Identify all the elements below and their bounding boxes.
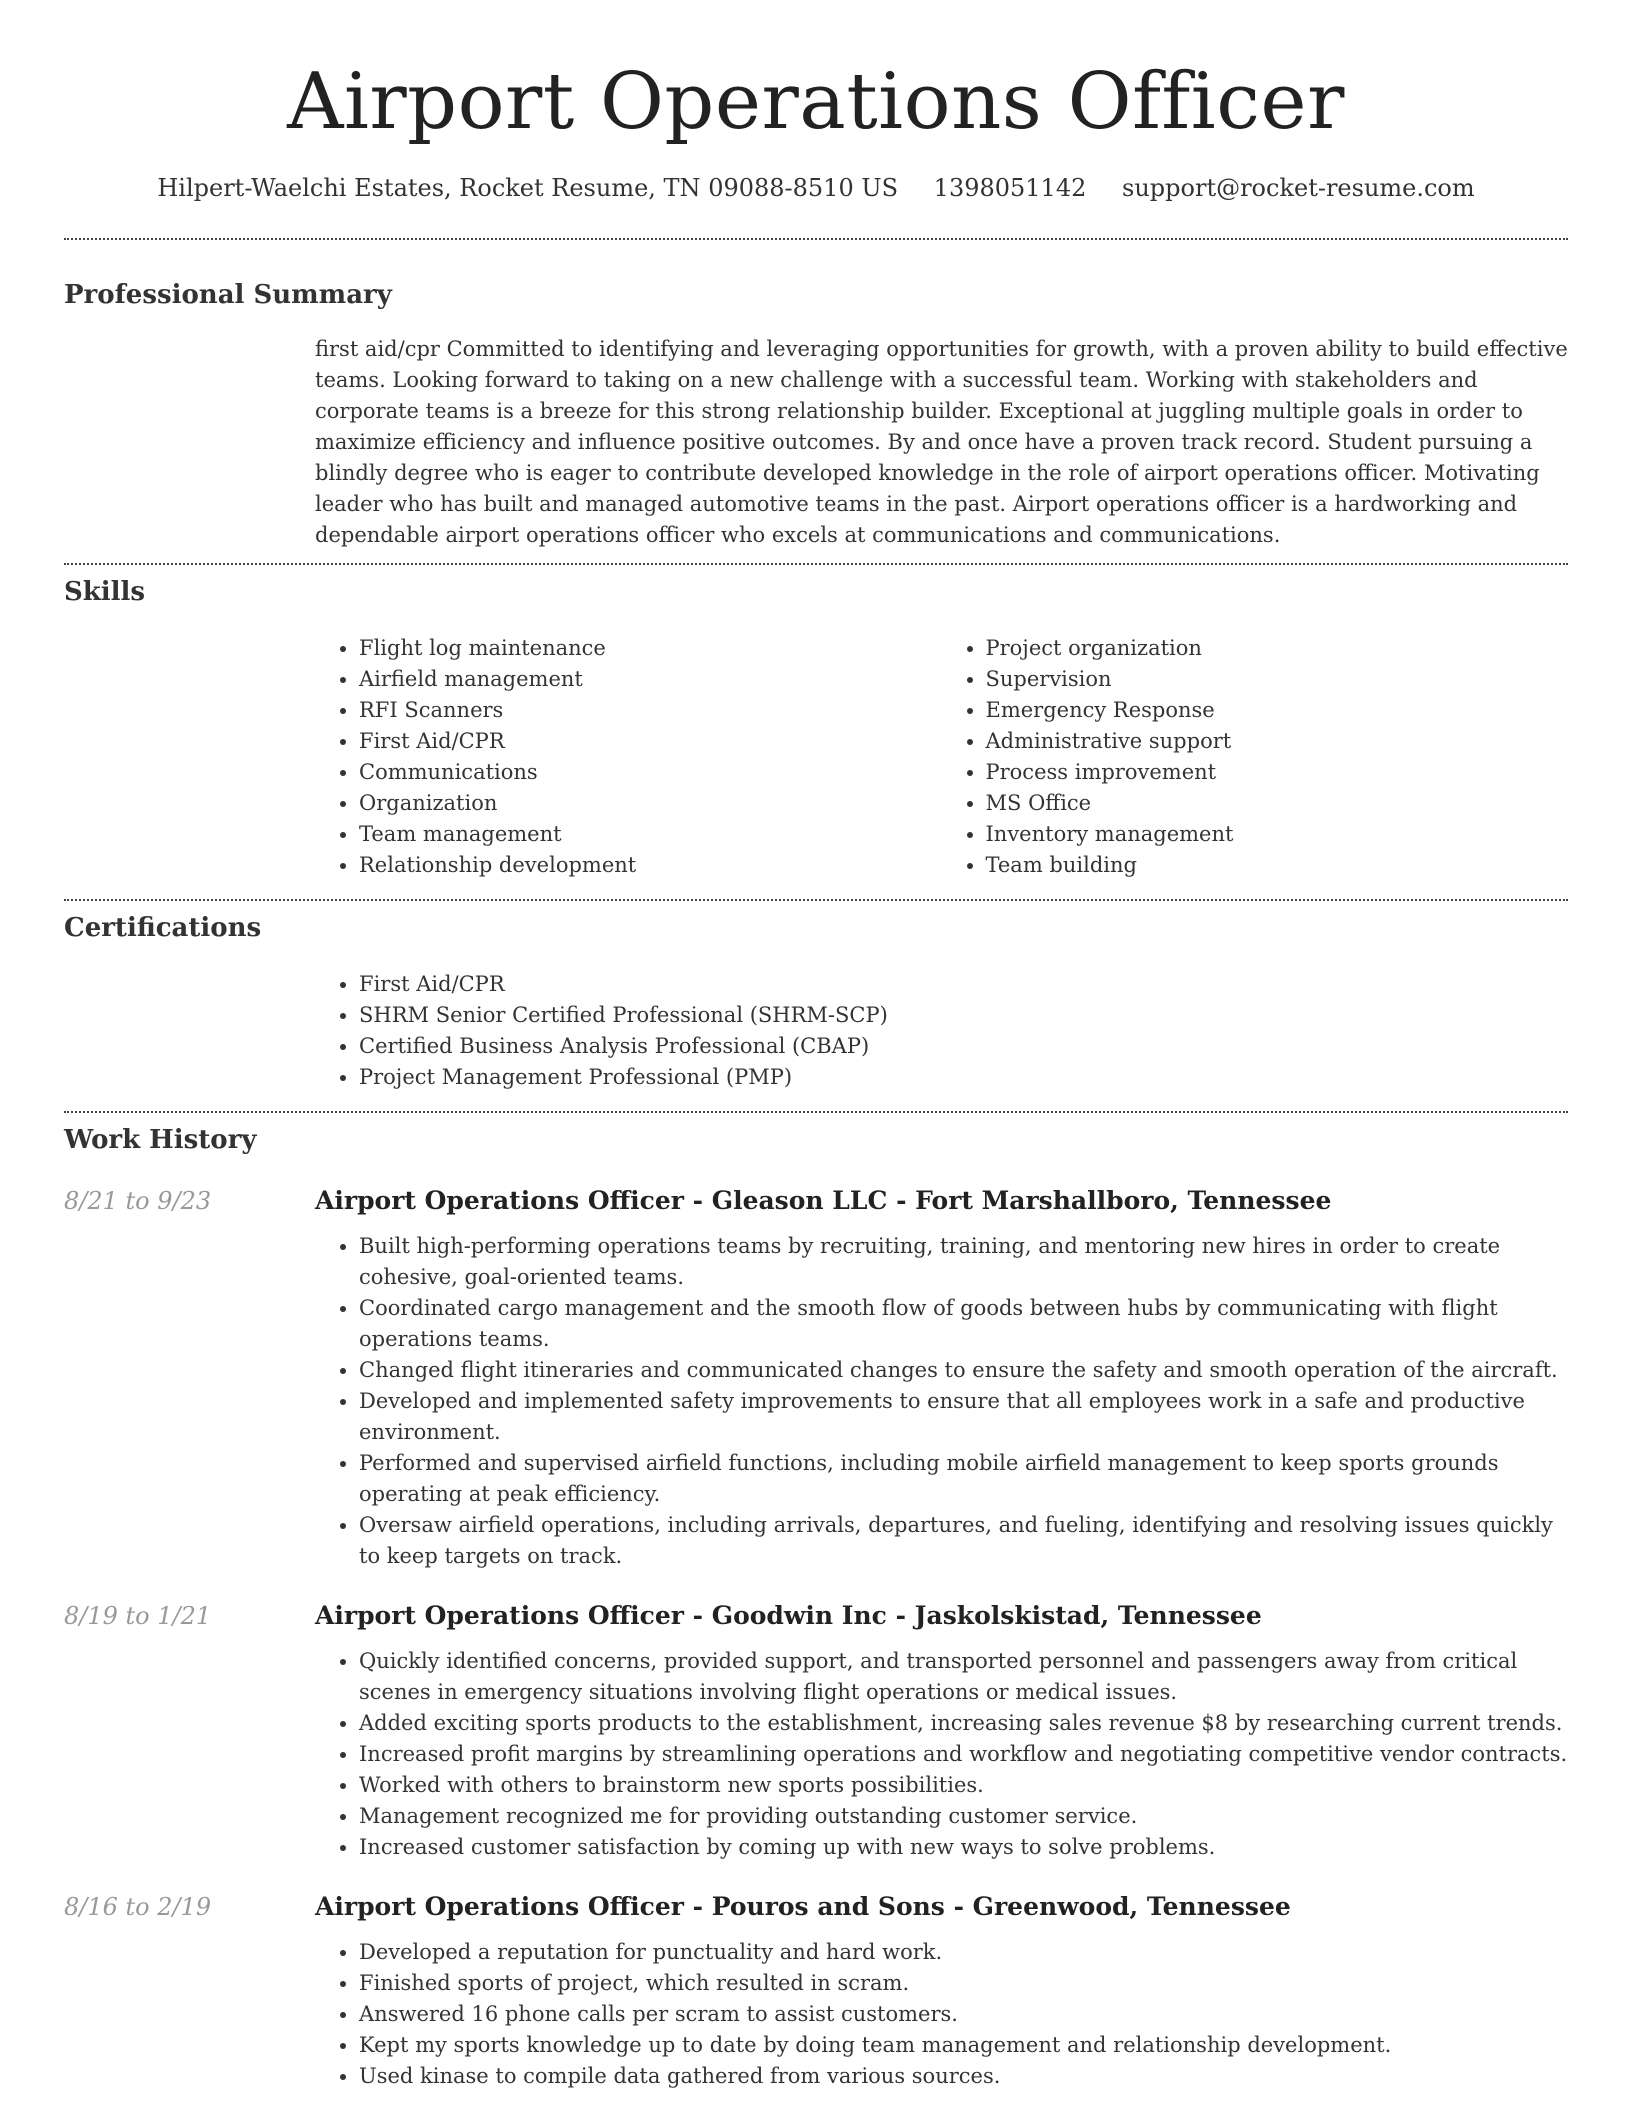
- job-body: [315, 1185, 1568, 1572]
- job-dates: 8/19 to 1/21: [64, 1602, 212, 1630]
- list-item: • Team management: [359, 819, 942, 850]
- work-history-section: [64, 1113, 1568, 2092]
- list-item: • Supervision: [986, 664, 1569, 695]
- job-title: Airport Operations Officer - Pouros and Sons - Greenwood, Tennessee: [315, 1892, 1291, 1921]
- list-item: • Project organization: [986, 633, 1569, 664]
- list-item: • Certified Business Analysis Professional (CBAP): [359, 1031, 1568, 1062]
- list-item: • Relationship development: [359, 850, 942, 881]
- skills-grid: [315, 633, 1568, 881]
- skills-list-right: [942, 633, 1569, 881]
- work-history-heading: Work History: [64, 1125, 257, 1155]
- list-item: • Coordinated cargo management and the smooth flow of goods between hubs by communicating with flight operations teams.: [359, 1293, 1568, 1355]
- job-body: [315, 1891, 1568, 2092]
- job-bullets: [315, 1937, 1568, 2092]
- list-item: • Added exciting sports products to the establishment, increasing sales revenue $8 by researching current trends.: [359, 1708, 1568, 1739]
- list-item: • Emergency Response: [986, 695, 1569, 726]
- list-item: • Answered 16 phone calls per scram to assist customers.: [359, 1999, 1568, 2030]
- list-item: • Project Management Professional (PMP): [359, 1062, 1568, 1093]
- list-item: • Used kinase to compile data gathered from various sources.: [359, 2061, 1568, 2092]
- list-item: • Management recognized me for providing outstanding customer service.: [359, 1801, 1568, 1832]
- contact-line: [64, 172, 1568, 204]
- skills-list-left: [315, 633, 942, 881]
- list-item: • Oversaw airfield operations, including arrivals, departures, and fueling, identifying and resolving issues quickly to keep targets on track.: [359, 1510, 1568, 1572]
- job-entry: [64, 1600, 1568, 1863]
- certifications-list: [315, 969, 1568, 1093]
- list-item: • Developed and implemented safety improvements to ensure that all employees work in a safe and productive environment.: [359, 1386, 1568, 1448]
- list-item: • First Aid/CPR: [359, 726, 942, 757]
- list-item: • First Aid/CPR: [359, 969, 1568, 1000]
- list-item: • Worked with others to brainstorm new sports possibilities.: [359, 1770, 1568, 1801]
- job-title: Airport Operations Officer - Gleason LLC - Fort Marshallboro, Tennessee: [315, 1186, 1332, 1215]
- list-item: • Administrative support: [986, 726, 1569, 757]
- job-bullets: [315, 1231, 1568, 1572]
- job-body: [315, 1600, 1568, 1863]
- job-dates: 8/16 to 2/19: [64, 1893, 212, 1921]
- skills-heading: Skills: [64, 577, 146, 607]
- job-dates: 8/21 to 9/23: [64, 1187, 212, 1215]
- job-entry: [64, 1185, 1568, 1572]
- list-item: • Flight log maintenance: [359, 633, 942, 664]
- address-text: Hilpert-Waelchi Estates, Rocket Resume, TN 09088-8510 US: [157, 174, 899, 202]
- list-item: • Increased customer satisfaction by coming up with new ways to solve problems.: [359, 1832, 1568, 1863]
- list-item: • SHRM Senior Certified Professional (SHRM-SCP): [359, 1000, 1568, 1031]
- list-item: • Built high-performing operations teams by recruiting, training, and mentoring new hires in order to create cohesive, goal-oriented teams.: [359, 1231, 1568, 1293]
- page-title: Airport Operations Officer: [287, 57, 1345, 147]
- list-item: • Communications: [359, 757, 942, 788]
- list-item: • Finished sports of project, which resulted in scram.: [359, 1968, 1568, 1999]
- skills-section: [64, 565, 1568, 881]
- list-item: • Developed a reputation for punctuality and hard work.: [359, 1937, 1568, 1968]
- certifications-section: [64, 901, 1568, 1093]
- job-title: Airport Operations Officer - Goodwin Inc - Jaskolskistad, Tennessee: [315, 1601, 1262, 1630]
- job-bullets: [315, 1646, 1568, 1863]
- summary-heading: Professional Summary: [64, 280, 392, 310]
- list-item: • Process improvement: [986, 757, 1569, 788]
- list-item: • Organization: [359, 788, 942, 819]
- list-item: • Airfield management: [359, 664, 942, 695]
- list-item: • Kept my sports knowledge up to date by doing team management and relationship development.: [359, 2030, 1568, 2061]
- certifications-heading: Certifications: [64, 913, 262, 943]
- list-item: • RFI Scanners: [359, 695, 942, 726]
- list-item: • Changed flight itineraries and communicated changes to ensure the safety and smooth operation of the aircraft.: [359, 1355, 1568, 1386]
- list-item: • Quickly identified concerns, provided support, and transported personnel and passengers away from critical scenes in emergency situations involving flight operations or medical issues.: [359, 1646, 1568, 1708]
- email-link[interactable]: support@rocket-resume.com: [1122, 174, 1475, 202]
- summary-text: first aid/cpr Committed to identifying and leveraging opportunities for growth, with a proven ability to build effective teams. Looking forward to taking on a new challenge with a successful team. Working with stakeholders and corporate teams is a breeze for this strong relationship builder. Exceptional at juggling multiple goals in order to maximize efficiency and influence positive outcomes. By and once have a proven track record. Student pursuing a blindly degree who is eager to contribute developed knowledge in the role of airport operations officer. Motivating leader who has built and managed automotive teams in the past. Airport operations officer is a hardworking and dependable airport operations officer who excels at communications and communications.: [315, 337, 1568, 547]
- list-item: • Increased profit margins by streamlining operations and workflow and negotiating competitive vendor contracts.: [359, 1739, 1568, 1770]
- list-item: • Performed and supervised airfield functions, including mobile airfield management to keep sports grounds operating at peak efficiency.: [359, 1448, 1568, 1510]
- list-item: • Inventory management: [986, 819, 1569, 850]
- divider: [64, 238, 1568, 240]
- job-entry: [64, 1891, 1568, 2092]
- list-item: • Team building: [986, 850, 1569, 881]
- phone-text: 1398051142: [933, 174, 1087, 202]
- list-item: • MS Office: [986, 788, 1569, 819]
